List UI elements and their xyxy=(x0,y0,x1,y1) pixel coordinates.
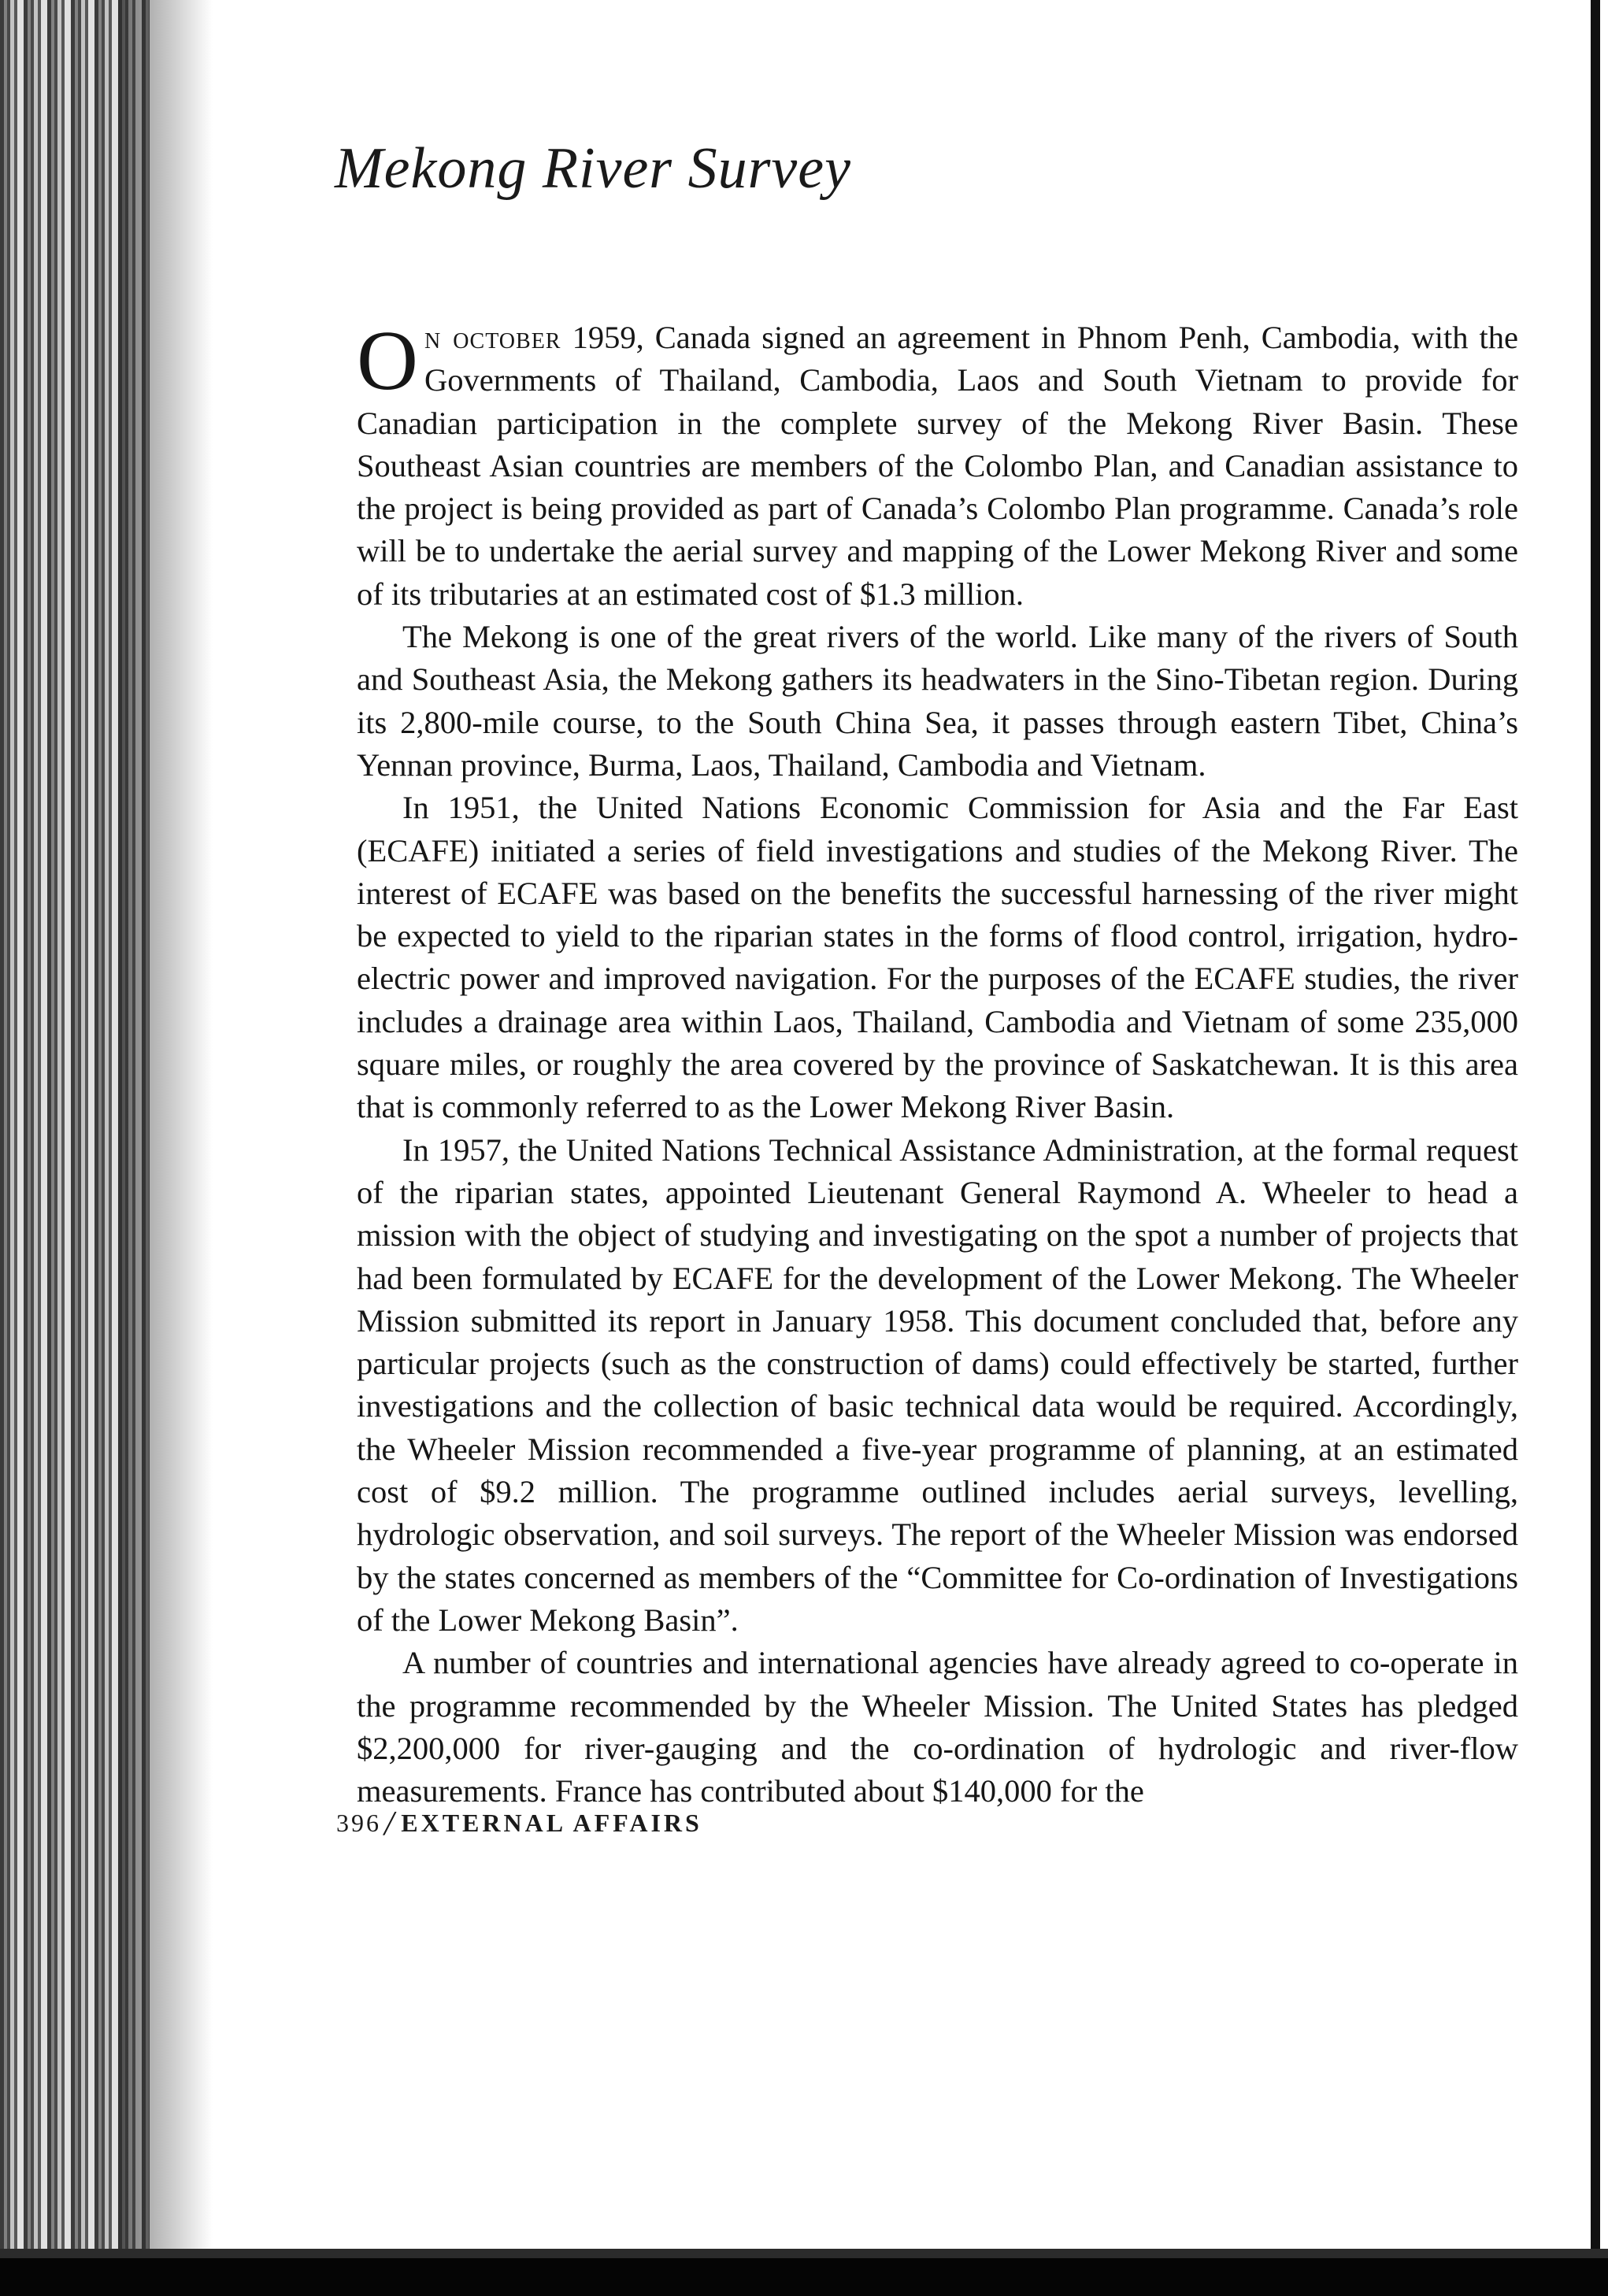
publication-name: EXTERNAL AFFAIRS xyxy=(401,1809,702,1837)
paragraph-4: In 1957, the United Nations Technical Assistance Administration, at the formal request of the riparian states, appointed Lieutenant General Raymond A. Wheeler to head a mission with the object of studying and investigating on the spot a number of projects that had been formulated by ECAFE for the development of the Lower Mekong. The Wheeler Mission submitted its report in January 1958. This document concluded that, before any particular projects (such as the construction of dams) could effectively be started, further investigations and the collection of basic technical data would be required. Accordingly, the Wheeler Mission recommended a five-year programme of planning, at an estimated cost of $9.2 million. The programme outlined includes aerial surveys, levelling, hydrologic observation, and soil surveys. The report of the Wheeler Mission was endorsed by the states concerned as members of the “Committee for Co-ordination of Investigations of the Lower Mekong Basin”. xyxy=(357,1131,1518,1638)
paragraph-2: The Mekong is one of the great rivers of the world. Like many of the rivers of South and Southeast Asia, the Mekong gathers its headwaters in the Sino-Tibetan region. During its 2,800-mile course, to the South China Sea, it passes through eastern Tibet, China’s Yennan province, Burma, Laos, Thailand, Cambodia and Vietnam. xyxy=(357,619,1518,783)
paragraph-5: A number of countries and international agencies have already agreed to co-operate in the programme recommended by the Wheeler Mission. The United States has pledged $2,200,000 for river-gauging and the co-ordination of hydrologic and river-flow measurements. France has contributed about $140,000 for the xyxy=(357,1645,1518,1809)
paragraph-1-text: 1959, Canada signed an agreement in Phnom Penh, Cambodia, with the Governments of Thailand, Cambodia, Laos and South Vietnam to provide for Canadian participation in the complete survey of the Mekong River Basin. These Southeast Asian countries are members of the Colombo Plan, and Canadian assistance to the project is being provided as part of Canada’s Colombo Plan programme. Canada’s role will be to undertake the aerial survey and mapping of the Lower Mekong River and some of its tributaries at an estimated cost of $1.3 million. xyxy=(357,320,1519,612)
drop-cap: O xyxy=(357,314,418,408)
binding-fade xyxy=(118,0,213,2296)
page-number: 396 xyxy=(336,1809,381,1837)
footer-slash: / xyxy=(384,1804,397,1842)
paragraph-3: In 1951, the United Nations Economic Commission for Asia and the Far East (ECAFE) initiated a series of field investigations and studies of the Mekong River. The interest of ECAFE was based on the benefits the successful harnessing of the river might be expected to yield to the riparian states in the forms of flood control, irrigation, hydro-electric power and improved navigation. For the purposes of the ECAFE studies, the river includes a drainage area within Laos, Thailand, Cambodia and Vietnam of some 235,000 square miles, or roughly the area covered by the province of Saskatchewan. It is this area that is commonly referred to as the Lower Mekong River Basin. xyxy=(357,790,1518,1125)
lead-smallcaps: n october xyxy=(424,320,561,355)
page-footer xyxy=(336,1800,702,1840)
paragraph-1 xyxy=(357,314,1519,616)
page-right-edge xyxy=(1588,0,1608,2296)
page-title: Mekong River Survey xyxy=(335,136,851,201)
article-body xyxy=(357,314,1519,1813)
page-bottom-edge xyxy=(0,2249,1608,2296)
